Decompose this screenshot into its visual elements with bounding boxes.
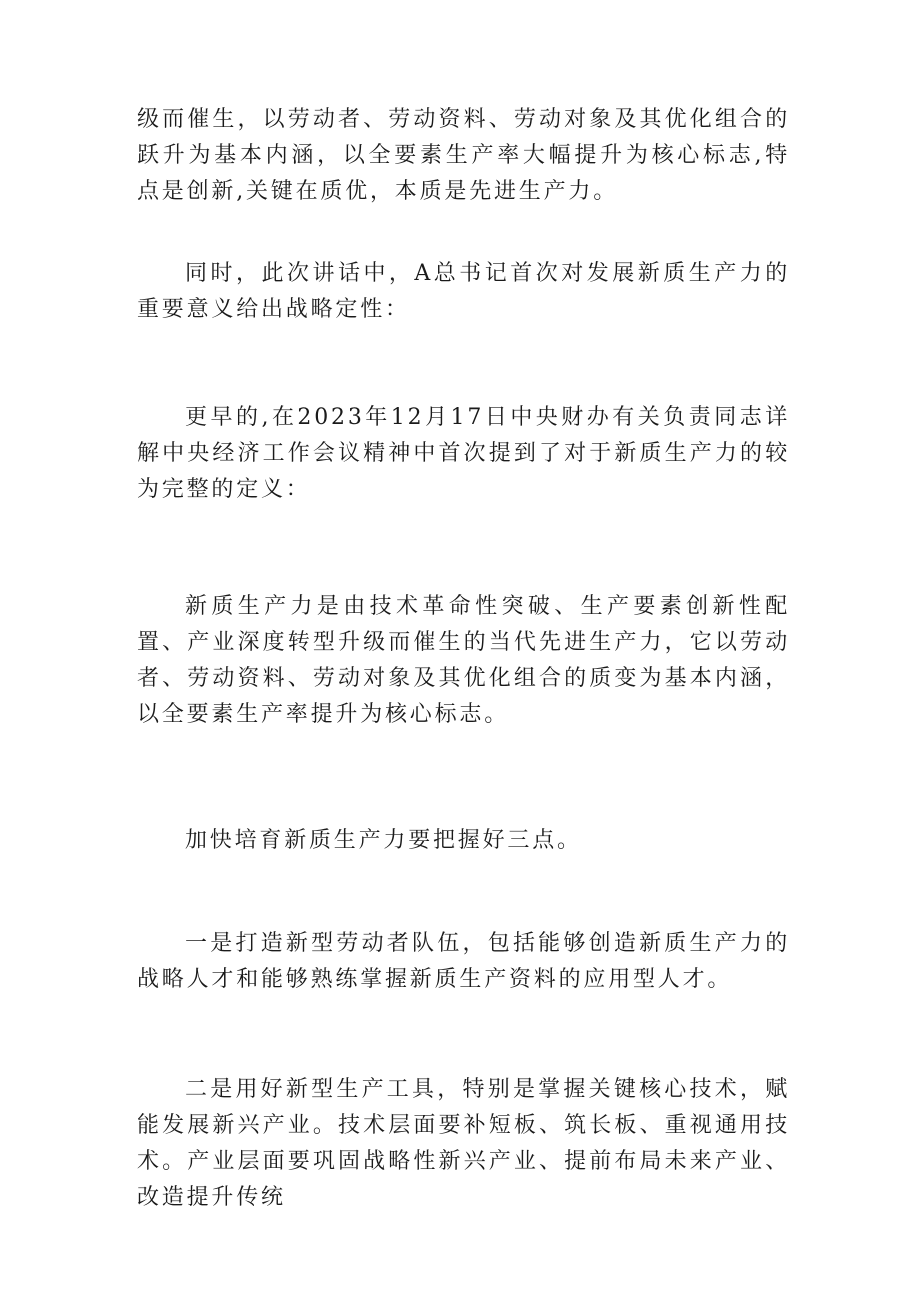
paragraph-strategic-significance: 同时，此次讲话中，A总书记首次对发展新质生产力的重要意义给出战略定性： [137,261,790,322]
paragraph-continuation: 级而催生，以劳动者、劳动资料、劳动对象及其优化组合的跃升为基本内涵，以全要素生产率大幅提升为核心标志,特点是创新,关键在质优，本质是先进生产力。 [137,107,790,204]
paragraph-point-two: 二是用好新型生产工具，特别是掌握关键核心技术，赋能发展新兴产业。技术层面要补短板、筑长板、重视通用技术。产业层面要巩固战略性新兴产业、提前布局未来产业、改造提升传统 [137,1077,790,1210]
paragraph-definition: 新质生产力是由技术革命性突破、生产要素创新性配置、产业深度转型升级而催生的当代先进生产力，它以劳动者、劳动资料、劳动对象及其优化组合的质变为基本内涵，以全要素生产率提升为核心标志。 [137,594,790,727]
paragraph-point-one: 一是打造新型劳动者队伍，包括能够创造新质生产力的战略人才和能够熟练掌握新质生产资料的应用型人才。 [137,931,790,992]
paragraph-earlier-definition: 更早的,在2023年12月17日中央财办有关负责同志详解中央经济工作会议精神中首次提到了对于新质生产力的较为完整的定义： [137,405,790,502]
paragraph-three-points: 加快培育新质生产力要把握好三点。 [185,828,582,853]
